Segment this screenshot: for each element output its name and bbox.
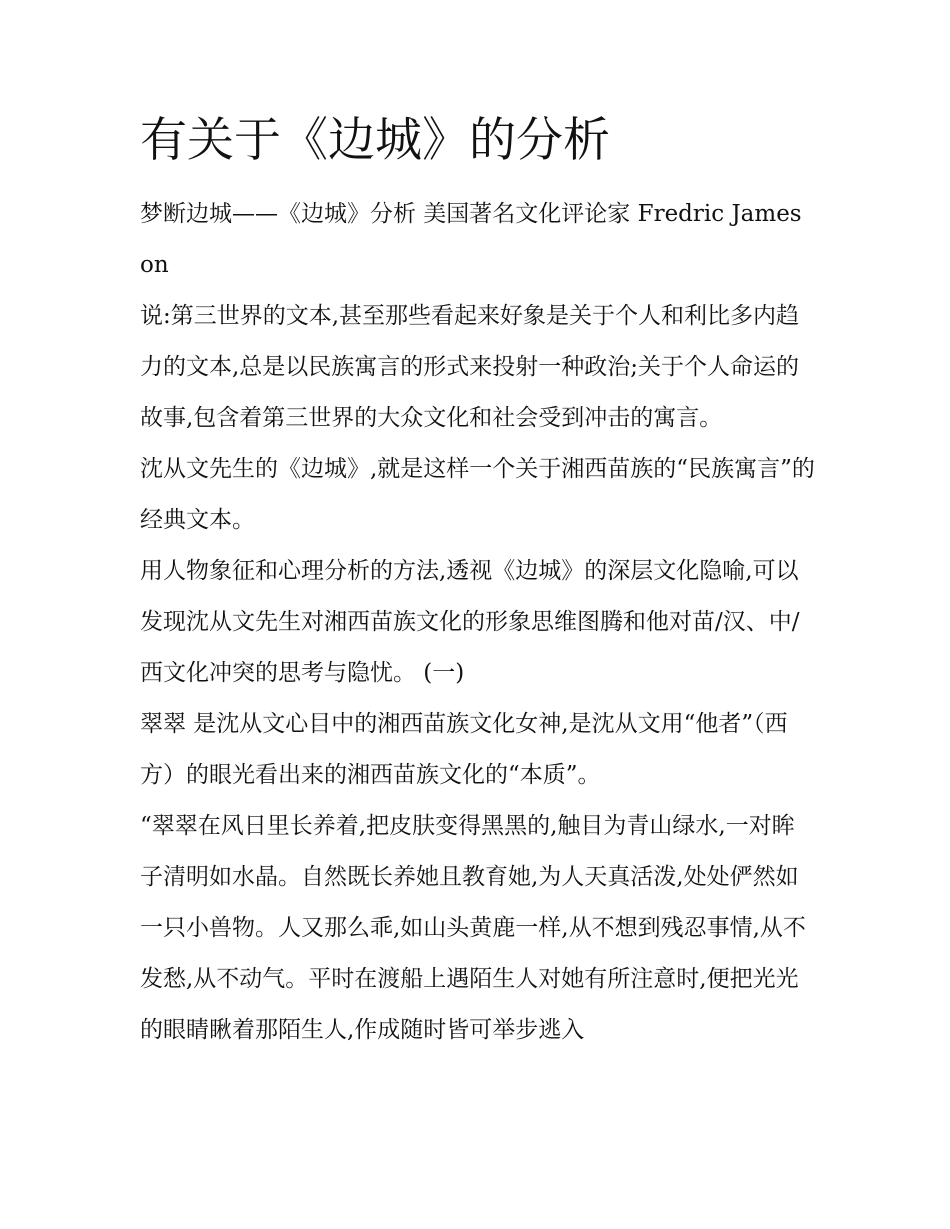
paragraph-jameson-quote: 说:第三世界的文本,甚至那些看起来好象是关于个人和利比多内趋力的文本,总是以民族寓言的形式来投射一种政治;关于个人命运的故事,包含着第三世界的大众文化和社会受到冲击的寓言。 — [140, 303, 800, 432]
paragraph-method: 用人物象征和心理分析的方法,透视《边城》的深层文化隐喻,可以发现沈从文先生对湘西苗族文化的形象思维图腾和他对苗/汉、中/西文化冲突的思考与隐忧。 (一) — [140, 558, 800, 687]
paragraph-cuicui: 翠翠 是沈从文心目中的湘西苗族文化女神,是沈从文用“他者”（西方）的眼光看出来的湘西苗族文化的“本质”。 — [140, 711, 788, 789]
document-title: 有关于《边城》的分析 — [140, 113, 610, 168]
document-page — [140, 110, 815, 1056]
paragraph-intro: 梦断边城——《边城》分析 美国著名文化评论家 Fredric Jameson — [140, 201, 802, 279]
paragraph-biancheng-text: 沈从文先生的《边城》,就是这样一个关于湘西苗族的“民族寓言”的经典文本。 — [140, 456, 815, 534]
paragraph-cuicui-quote: “翠翠在风日里长养着,把皮肤变得黑黑的,触目为青山绿水,一对眸子清明如水晶。自然既长养她且教育她,为人天真活泼,处处俨然如一只小兽物。人又那么乖,如山头黄鹿一样,从不想到残忍事情,从不发愁,从不动气。平时在渡船上遇陌生人对她有所注意时,便把光光的眼睛瞅着那陌生人,作成随时皆可举步逃入 — [140, 813, 806, 1044]
